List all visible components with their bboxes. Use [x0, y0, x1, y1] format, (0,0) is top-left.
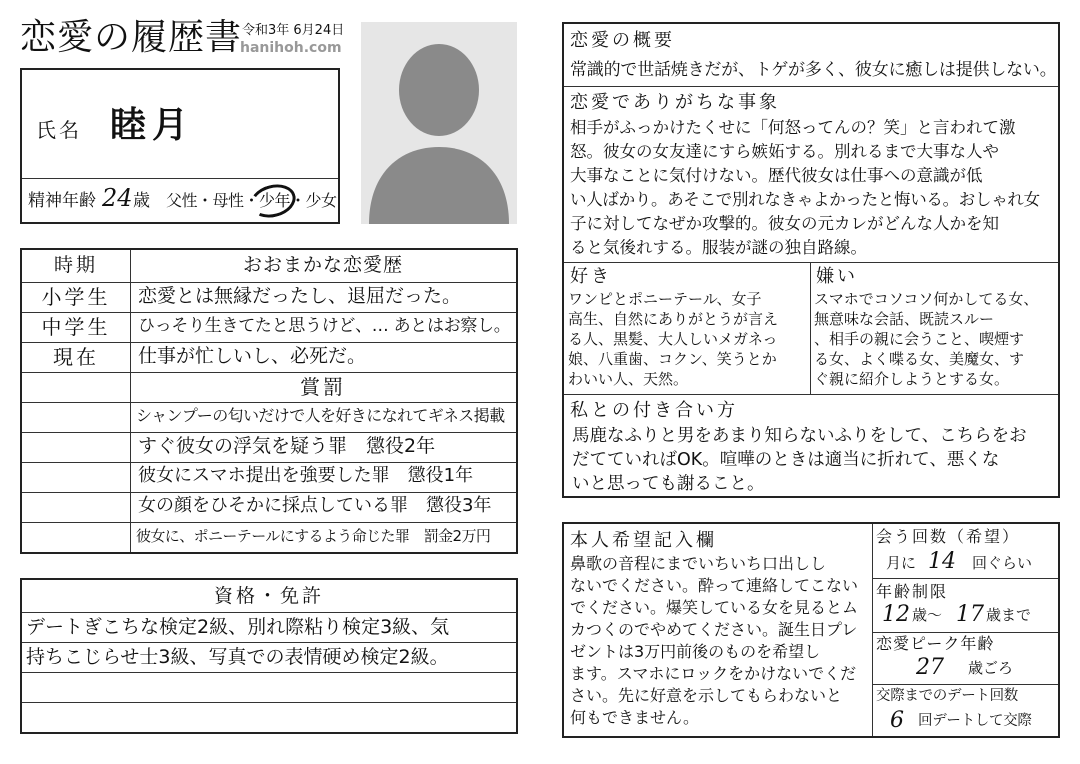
history-junior-high: ひっそり生きてたと思うけど、… あとはお察し。 [138, 316, 511, 336]
likes-line: 高生、自然にありがとうが言え [568, 310, 779, 328]
avatar-silhouette-icon [361, 22, 517, 224]
events-label: 恋愛でありがちな事象 [570, 92, 780, 113]
dates-until-dating-label: 交際までのデート回数 [876, 688, 1018, 704]
events-line: 相手がふっかけたくせに「何怒ってんの？笑」と言われて激 [570, 118, 1016, 137]
likes-line: る人、黒髪、大人しいメガネっ [568, 330, 778, 348]
page-title: 恋愛の履歴書 [20, 17, 243, 58]
awards-header: 賞罰 [300, 375, 346, 399]
age-limit-max: 17 [956, 602, 984, 627]
peak-age-suffix: 歳ごろ [968, 659, 1014, 677]
events-line: い人ばかり。あそこで別れなきゃよかったと悔いる。おしゃれ女 [570, 190, 1040, 209]
history-table [20, 248, 518, 554]
meet-frequency-label: 会う回数（希望） [876, 527, 1021, 546]
dates-until-dating-suffix: 回デートして交際 [918, 713, 1032, 729]
dislikes-line: ぐ親に紹介しようとする女。 [814, 370, 1010, 388]
relationship-line: だてていればOK。喧嘩のときは適当に折れて、悪くな [572, 450, 1000, 470]
age-limit-mid: 歳〜 [912, 606, 943, 624]
award-item: 女の顔をひそかに採点している罪 懲役3年 [138, 495, 492, 516]
period-header: 時期 [53, 254, 98, 276]
meet-frequency-suffix: 回ぐらい [972, 554, 1033, 572]
events-line: ると気後れする。服装が謎の独自路線。 [570, 238, 867, 257]
award-item: 彼女に、ポニーテールにするよう命じた罪 罰金2万円 [136, 527, 491, 545]
issue-date: 令和3年 6月24日 [242, 23, 345, 38]
history-header: おおまかな恋愛歴 [242, 254, 403, 276]
wishes-line: でください。爆笑している女を見るとム [570, 598, 859, 617]
licenses-header: 資格・免許 [213, 585, 324, 607]
meet-frequency-value: 14 [928, 549, 956, 574]
dislikes-line: 無意味な会話、既読スルー [814, 310, 995, 328]
license-line: 持ちこじらせ士3級、写真での表情硬め検定2級。 [26, 646, 449, 668]
overview-label: 恋愛の概要 [570, 30, 675, 51]
age-limit-label: 年齢制限 [876, 582, 949, 601]
age-limit-min: 12 [882, 602, 910, 627]
period-elementary: 小学生 [41, 285, 111, 309]
wishes-line: 鼻歌の音程にまでいちいち口出しし [570, 554, 827, 573]
dislikes-line: スマホでコソコソ何かしてる女、 [814, 290, 1039, 308]
wishes-line: ゼントは3万円前後のものを希望し [570, 642, 821, 661]
name-label: 氏名 [36, 118, 82, 142]
events-line: 大事なことに気付けない。歴代彼女は仕事への意識が低 [570, 166, 983, 185]
award-item: すぐ彼女の浮気を疑う罪 懲役2年 [138, 435, 436, 457]
award-item: シャンプーの匂いだけで人を好きになれてギネス掲載 [136, 406, 505, 425]
dislikes-line: 、相手の親に会うこと、喫煙す [814, 330, 1025, 348]
peak-age-value: 27 [916, 655, 944, 680]
name-value: 睦月 [110, 105, 195, 146]
wishes-line: 何もできません。 [570, 708, 699, 727]
name-box [20, 68, 340, 224]
wishes-box [562, 522, 1060, 738]
period-current: 現在 [53, 345, 99, 369]
wishes-line: さい。先に好意を示してもらわないと [570, 686, 843, 705]
trait-options: 父性・母性・少年・少女 [166, 191, 337, 210]
award-item: 彼女にスマホ提出を強要した罪 懲役1年 [138, 465, 474, 486]
site-url: hanihoh.com [240, 40, 342, 56]
period-junior-high: 中学生 [41, 315, 111, 339]
profile-details-box [562, 22, 1060, 498]
photo-placeholder [361, 22, 517, 224]
license-line: デートぎこちな検定2級、別れ際粘り検定3級、気 [26, 616, 450, 638]
wishes-line: ないでください。酔って連絡してこない [570, 576, 859, 595]
wishes-label: 本人希望記入欄 [570, 530, 717, 551]
dates-until-dating-value: 6 [890, 708, 904, 733]
wishes-line: ます。スマホにロックをかけないでくだ [570, 664, 857, 683]
wishes-line: カつくのでやめてください。誕生日プレ [570, 620, 858, 639]
events-line: 子に対してなぜか攻撃的。彼女の元カレがどんな人かを知 [570, 214, 999, 233]
mental-age-unit: 歳 [133, 191, 150, 211]
history-elementary: 恋愛とは無縁だったし、退屈だった。 [138, 285, 462, 307]
mental-age-value: 24 [102, 184, 133, 212]
overview-text: 常識的で世話焼きだが、トゲが多く、彼女に癒しは提供しない。 [570, 60, 1057, 80]
meet-frequency-prefix: 月に [886, 554, 917, 572]
relationship-line: 馬鹿なふりと男をあまり知らないふりをして、こちらをお [572, 426, 1027, 446]
relationship-label: 私との付き合い方 [570, 400, 738, 421]
mental-age-label: 精神年齢 [28, 191, 96, 211]
relationship-line: いと思っても謝ること。 [572, 474, 765, 494]
likes-label: 好き [570, 266, 612, 287]
dislikes-line: る女、よく喋る女、美魔女、す [814, 350, 1025, 368]
events-line: 怒。彼女の女友達にすら嫉妬する。別れるまで大事な人や [570, 142, 999, 161]
likes-line: わいい人、天然。 [568, 370, 689, 388]
likes-line: ワンピとポニーテール、女子 [568, 290, 762, 308]
trait-selection-circle [247, 180, 300, 223]
dislikes-label: 嫌い [816, 266, 858, 287]
history-current: 仕事が忙しいし、必死だ。 [138, 345, 367, 367]
peak-age-label: 恋愛ピーク年齢 [876, 634, 995, 653]
licenses-table [20, 578, 518, 734]
likes-line: 娘、八重歯、コクン、笑うとか [568, 350, 777, 368]
age-limit-suffix: 歳まで [986, 606, 1032, 624]
